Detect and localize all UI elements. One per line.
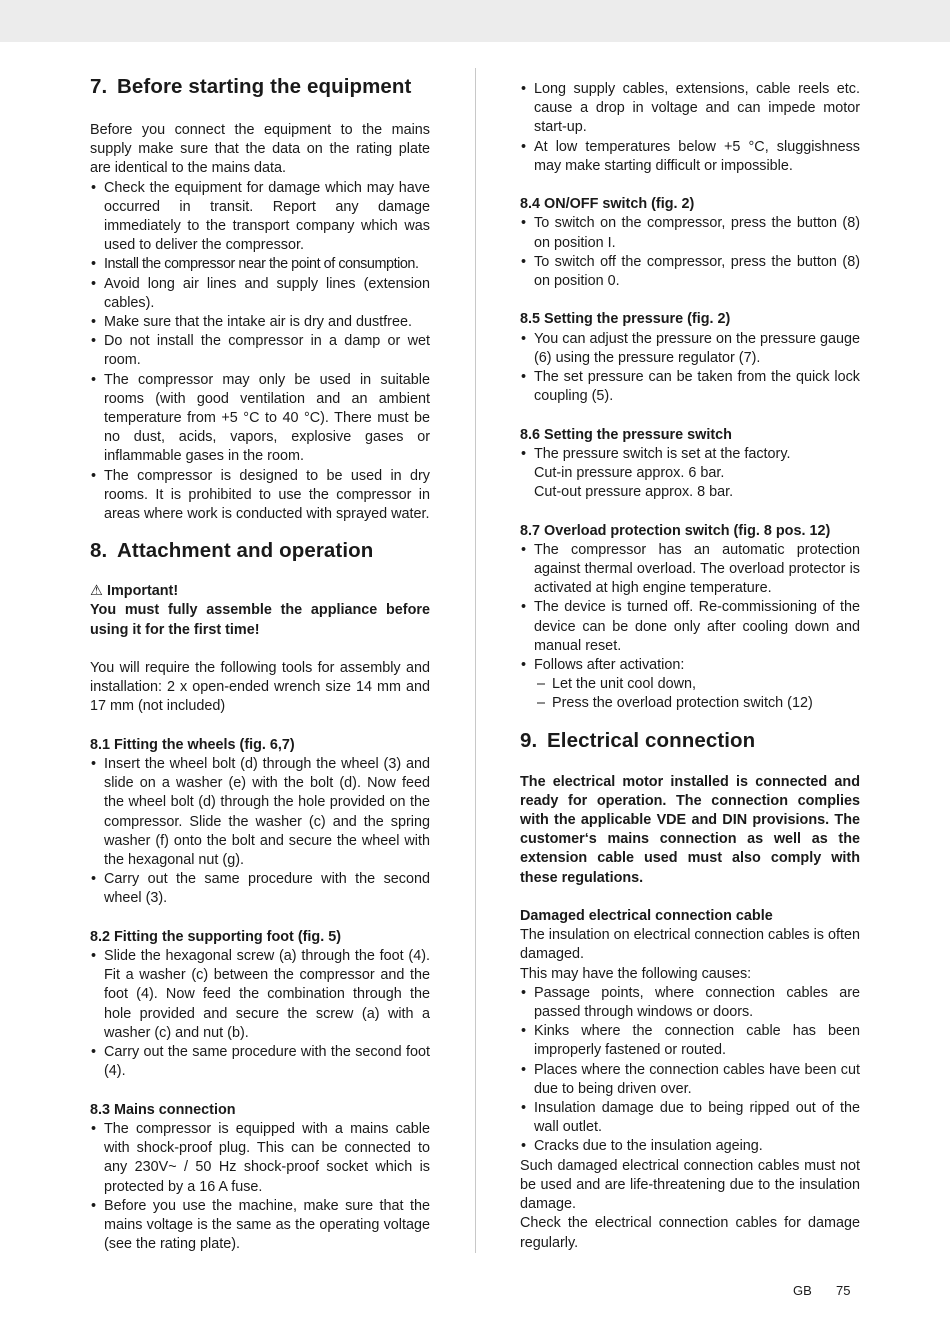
subsection-8-4-list [520, 214, 860, 291]
section-title: Electrical connection [547, 728, 756, 752]
warning-icon: ⚠ [90, 583, 103, 600]
list-item: • Kinks where the connection cable has been improperly fastened or routed. [521, 1023, 860, 1059]
cut-out-pressure: Cut-out pressure approx. 8 bar. [534, 484, 734, 501]
section-8-heading [90, 538, 430, 564]
list-item: • The set pressure can be taken from the quick lock coupling (5). [521, 369, 860, 405]
list-item: • Carry out the same procedure with the second foot (4). [91, 1044, 430, 1080]
closing-paragraph-2: Check the electrical connection cables for damage regularly. [520, 1215, 860, 1251]
electrical-bold-paragraph: The electrical motor installed is connected and ready for operation. The connection complies with the applicable VDE and DIN provisions. The customer‘s mains connection as well as the extension cable used must also comply with these regulations. [520, 773, 860, 886]
important-text: You must fully assemble the appliance before using it for the first time! [90, 602, 430, 638]
list-item: • The compressor has an automatic protection against thermal overload. The overload protector is activated at high engine temperature. [521, 541, 860, 597]
list-item: • The compressor may only be used in suitable rooms (with good ventilation and an ambient temperature from +5 °C to 40 °C). There must be no dust, acids, vapors, explosive gases or inflammable gases in the room. [91, 371, 430, 465]
subsection-8-5-title: 8.5 Setting the pressure (fig. 2) [520, 311, 731, 328]
subsection-8-5-list [520, 330, 860, 407]
subsection-8-2-title: 8.2 Fitting the supporting foot (fig. 5) [90, 928, 341, 945]
list-item: • Insert the wheel bolt (d) through the wheel (3) and slide on a washer (e) with the bolt (d). Now feed the wheel bolt (d) through the hole provided on the compressor. Slide the washer (c) and the spring washer (f) onto the bolt and secure the wheel with the hexagonal nut (g). [91, 756, 430, 869]
list-item: • Passage points, where connection cables are passed through windows or doors. [521, 984, 860, 1021]
subsection-8-4-title: 8.4 ON/OFF switch (fig. 2) [520, 196, 695, 213]
list-item: • You can adjust the pressure on the pressure gauge (6) using the pressure regulator (7). [521, 330, 860, 366]
list-item: • The compressor is designed to be used in dry rooms. It is prohibited to use the compressor in areas where work is conducted with sprayed water. [91, 467, 430, 523]
list-item: • Follows after activation: [521, 657, 685, 674]
section-number: 7. [90, 75, 108, 98]
continued-list [520, 80, 860, 176]
page-number: 75 [836, 1283, 851, 1298]
tools-paragraph: You will require the following tools for assembly and installation: 2 x open-ended wrench size 14 mm and 17 mm (not included) [90, 660, 430, 715]
subsection-8-7-list [520, 541, 860, 714]
subsection-8-6-list [520, 445, 860, 464]
subsection-8-3-list [90, 1120, 430, 1254]
footer-language: GB [793, 1283, 812, 1298]
top-header-bar [0, 0, 950, 42]
important-label: ⚠ Important! [90, 582, 430, 601]
list-item: • The device is turned off. Re-commissioning of the device can be done only after cooling down and manual reset. [521, 599, 860, 654]
list-item: • To switch on the compressor, press the button (8) on position I. [521, 215, 860, 251]
section-title: Before starting the equipment [117, 75, 412, 98]
subsection-8-1-title: 8.1 Fitting the wheels (fig. 6,7) [90, 736, 295, 753]
subsection-8-7-title: 8.7 Overload protection switch (fig. 8 pos. 12) [520, 522, 831, 539]
list-item: • Before you use the machine, make sure that the mains voltage is the same as the operating voltage (see the rating plate). [91, 1197, 430, 1253]
list-item: • Insulation damage due to being ripped out of the wall outlet. [521, 1100, 860, 1136]
section-number: 9. [520, 728, 538, 752]
damaged-cable-text: The insulation on electrical connection cables is often damaged. [520, 927, 860, 963]
section-number: 8. [90, 539, 108, 563]
section-9-heading [520, 728, 860, 754]
list-item: • Check the equipment for damage which may have occurred in transit. Report any damage immediately to the transport company which was used to deliver the compressor. [91, 179, 430, 254]
causes-intro: This may have the following causes: [520, 965, 752, 982]
list-item: • Slide the hexagonal screw (a) through the foot (4). Fit a washer (c) between the compressor and the foot (4). Now feed the combination through the hole provided and secure the screw (a) with a washer (c) and nut (b). [91, 948, 430, 1041]
section-title: Attachment and operation [117, 539, 374, 563]
column-divider [475, 68, 476, 1253]
causes-list [520, 984, 860, 1157]
list-item: • Places where the connection cables have been cut due to being driven over. [521, 1061, 860, 1097]
list-item: • At low temperatures below +5 °C, sluggishness may make starting difficult or impossible. [521, 138, 860, 174]
list-item: • Avoid long air lines and supply lines (extension cables). [91, 275, 430, 311]
list-item: • The pressure switch is set at the factory. [521, 445, 791, 462]
list-item: • Cracks due to the insulation ageing. [521, 1138, 763, 1155]
subsection-8-6-title: 8.6 Setting the pressure switch [520, 426, 732, 443]
list-item: • Install the compressor near the point of consumption. [91, 256, 419, 273]
list-item: • Make sure that the intake air is dry and dustfree. [91, 314, 412, 331]
left-column [90, 74, 430, 1254]
subsection-8-2-list [90, 947, 430, 1081]
dash-item: – Let the unit cool down, [537, 676, 697, 693]
dash-item: – Press the overload protection switch (12) [537, 695, 813, 712]
subsection-8-3-title: 8.3 Mains connection [90, 1101, 236, 1118]
section-7-heading [90, 74, 430, 100]
list-item: • To switch off the compressor, press the button (8) on position 0. [521, 253, 860, 290]
list-item: • Long supply cables, extensions, cable reels etc. cause a drop in voltage and can impede motor start-up. [521, 81, 860, 136]
closing-paragraph-1: Such damaged electrical connection cables must not be used and are life-threatening due to the insulation damage. [520, 1157, 860, 1213]
list-item: • Carry out the same procedure with the second wheel (3). [91, 871, 430, 907]
cut-in-pressure: Cut-in pressure approx. 6 bar. [534, 465, 725, 482]
right-column [520, 80, 860, 1253]
list-item: • The compressor is equipped with a mains cable with shock-proof plug. This can be connected to any 230V~ / 50 Hz shock-proof socket which is protected by a 16 A fuse. [91, 1120, 430, 1195]
subsection-8-1-list [90, 755, 430, 909]
list-item: • Do not install the compressor in a damp or wet room. [91, 333, 430, 369]
section-7-list [90, 179, 430, 525]
damaged-cable-title: Damaged electrical connection cable [520, 908, 773, 925]
section-7-intro: Before you connect the equipment to the mains supply make sure that the data on the rating plate are identical to the mains data. [90, 122, 430, 177]
